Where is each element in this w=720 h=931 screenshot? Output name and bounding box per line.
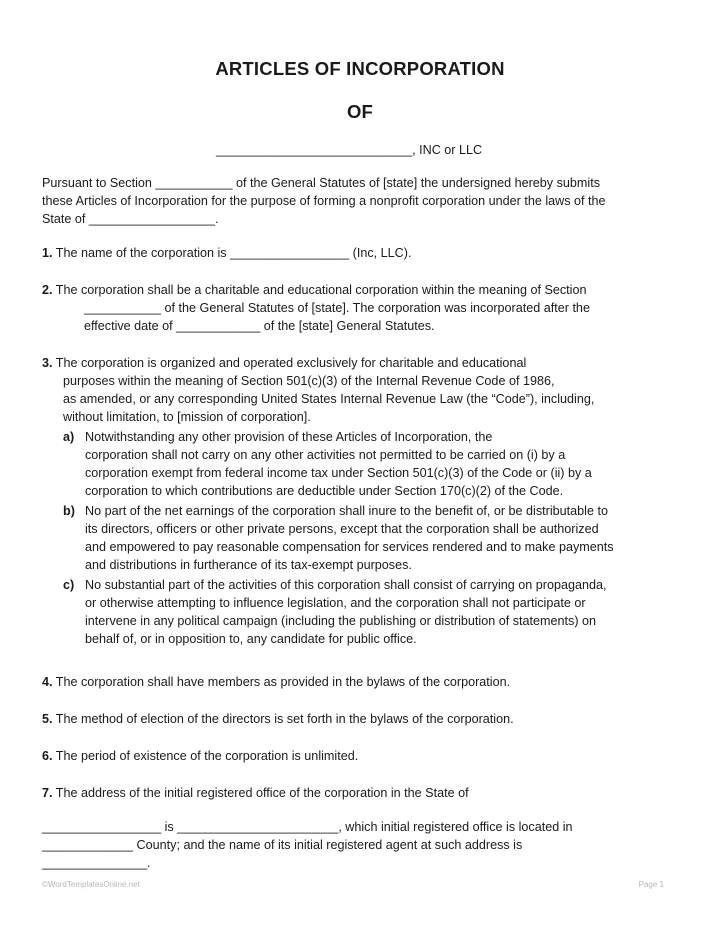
- subsection-text: and empowered to pay reasonable compensation for services rendered and to make payments: [85, 540, 614, 554]
- article-text: The corporation shall be a charitable and educational corporation within the meaning of Section: [52, 283, 587, 297]
- article-4: [42, 674, 510, 690]
- page-number: Page 1: [638, 880, 664, 889]
- subsection-text: or otherwise attempting to influence legislation, and the corporation shall not participate or: [85, 596, 586, 610]
- subsection-text: corporation exempt from federal income tax under Section 501(c)(3) of the Code or (ii) by a: [85, 466, 592, 480]
- document-title: ARTICLES OF INCORPORATION: [215, 58, 505, 79]
- article-text: _______________.: [42, 856, 151, 870]
- preamble-line: Pursuant to Section ___________ of the General Statutes of [state] the undersigned hereby submits: [42, 176, 600, 190]
- article-text: The method of election of the directors is set forth in the bylaws of the corporation.: [52, 712, 514, 726]
- document-title-of: OF: [346, 101, 374, 122]
- subsection-b: [63, 503, 608, 519]
- article-number: 2.: [42, 283, 53, 297]
- subsection-a: [63, 429, 492, 445]
- subsection-text: intervene in any political campaign (including the publishing or distribution of statements) on: [85, 614, 597, 628]
- article-7: [42, 785, 469, 801]
- article-text: without limitation, to [mission of corporation].: [63, 410, 311, 424]
- subsection-text: behalf of, or in opposition to, any candidate for public office.: [85, 632, 417, 646]
- subsection-text: its directors, officers or other private persons, except that the corporation shall be authorized: [85, 522, 599, 536]
- article-6: [42, 748, 358, 764]
- article-text: The corporation is organized and operated exclusively for charitable and educational: [52, 356, 527, 370]
- article-number: 6.: [42, 749, 53, 763]
- article-text: The period of existence of the corporation is unlimited.: [52, 749, 359, 763]
- article-number: 1.: [42, 246, 53, 260]
- subsection-text: Notwithstanding any other provision of these Articles of Incorporation, the: [85, 430, 493, 444]
- footer-watermark: ©WordTemplatesOnline.net: [42, 880, 140, 889]
- article-text: _________________ is _______________________, which initial registered office is located in: [42, 820, 573, 834]
- article-text: purposes within the meaning of Section 501(c)(3) of the Internal Revenue Code of 1986,: [63, 374, 555, 388]
- subsection-text: and distributions in furtherance of its tax-exempt purposes.: [85, 558, 412, 572]
- article-5: [42, 711, 514, 727]
- article-number: 5.: [42, 712, 53, 726]
- subsection-label: c): [63, 578, 75, 592]
- subsection-label: a): [63, 430, 75, 444]
- subsection-text: corporation shall not carry on any other activities not permitted to be carried on (i) by a: [85, 448, 566, 462]
- subsection-text: corporation to which contributions are deductible under Section 170(c)(2) of the Code.: [85, 484, 564, 498]
- subsection-text: No part of the net earnings of the corporation shall inure to the benefit of, or be distributable to: [85, 504, 608, 518]
- article-text: _____________ County; and the name of its initial registered agent at such address is: [42, 838, 523, 852]
- preamble-line: State of __________________.: [42, 212, 219, 226]
- article-text: The name of the corporation is _________________ (Inc, LLC).: [52, 246, 412, 260]
- article-number: 3.: [42, 356, 53, 370]
- article-2: [42, 282, 586, 298]
- corporation-name-line: ____________________________, INC or LLC: [216, 143, 483, 157]
- preamble-line: these Articles of Incorporation for the purpose of forming a nonprofit corporation under the laws of the: [42, 194, 606, 208]
- article-text: effective date of ____________ of the [state] General Statutes.: [84, 319, 435, 333]
- article-text: ___________ of the General Statutes of [state]. The corporation was incorporated after the: [84, 301, 590, 315]
- article-text: The corporation shall have members as provided in the bylaws of the corporation.: [52, 675, 511, 689]
- subsection-c: [63, 577, 607, 593]
- article-number: 4.: [42, 675, 53, 689]
- article-text: The address of the initial registered office of the corporation in the State of: [52, 786, 469, 800]
- subsection-label: b): [63, 504, 75, 518]
- article-number: 7.: [42, 786, 53, 800]
- article-text: as amended, or any corresponding United States Internal Revenue Law (the “Code”), including,: [63, 392, 595, 406]
- article-1: [42, 245, 411, 261]
- article-3: [42, 355, 526, 371]
- subsection-text: No substantial part of the activities of this corporation shall consist of carrying on propaganda,: [85, 578, 607, 592]
